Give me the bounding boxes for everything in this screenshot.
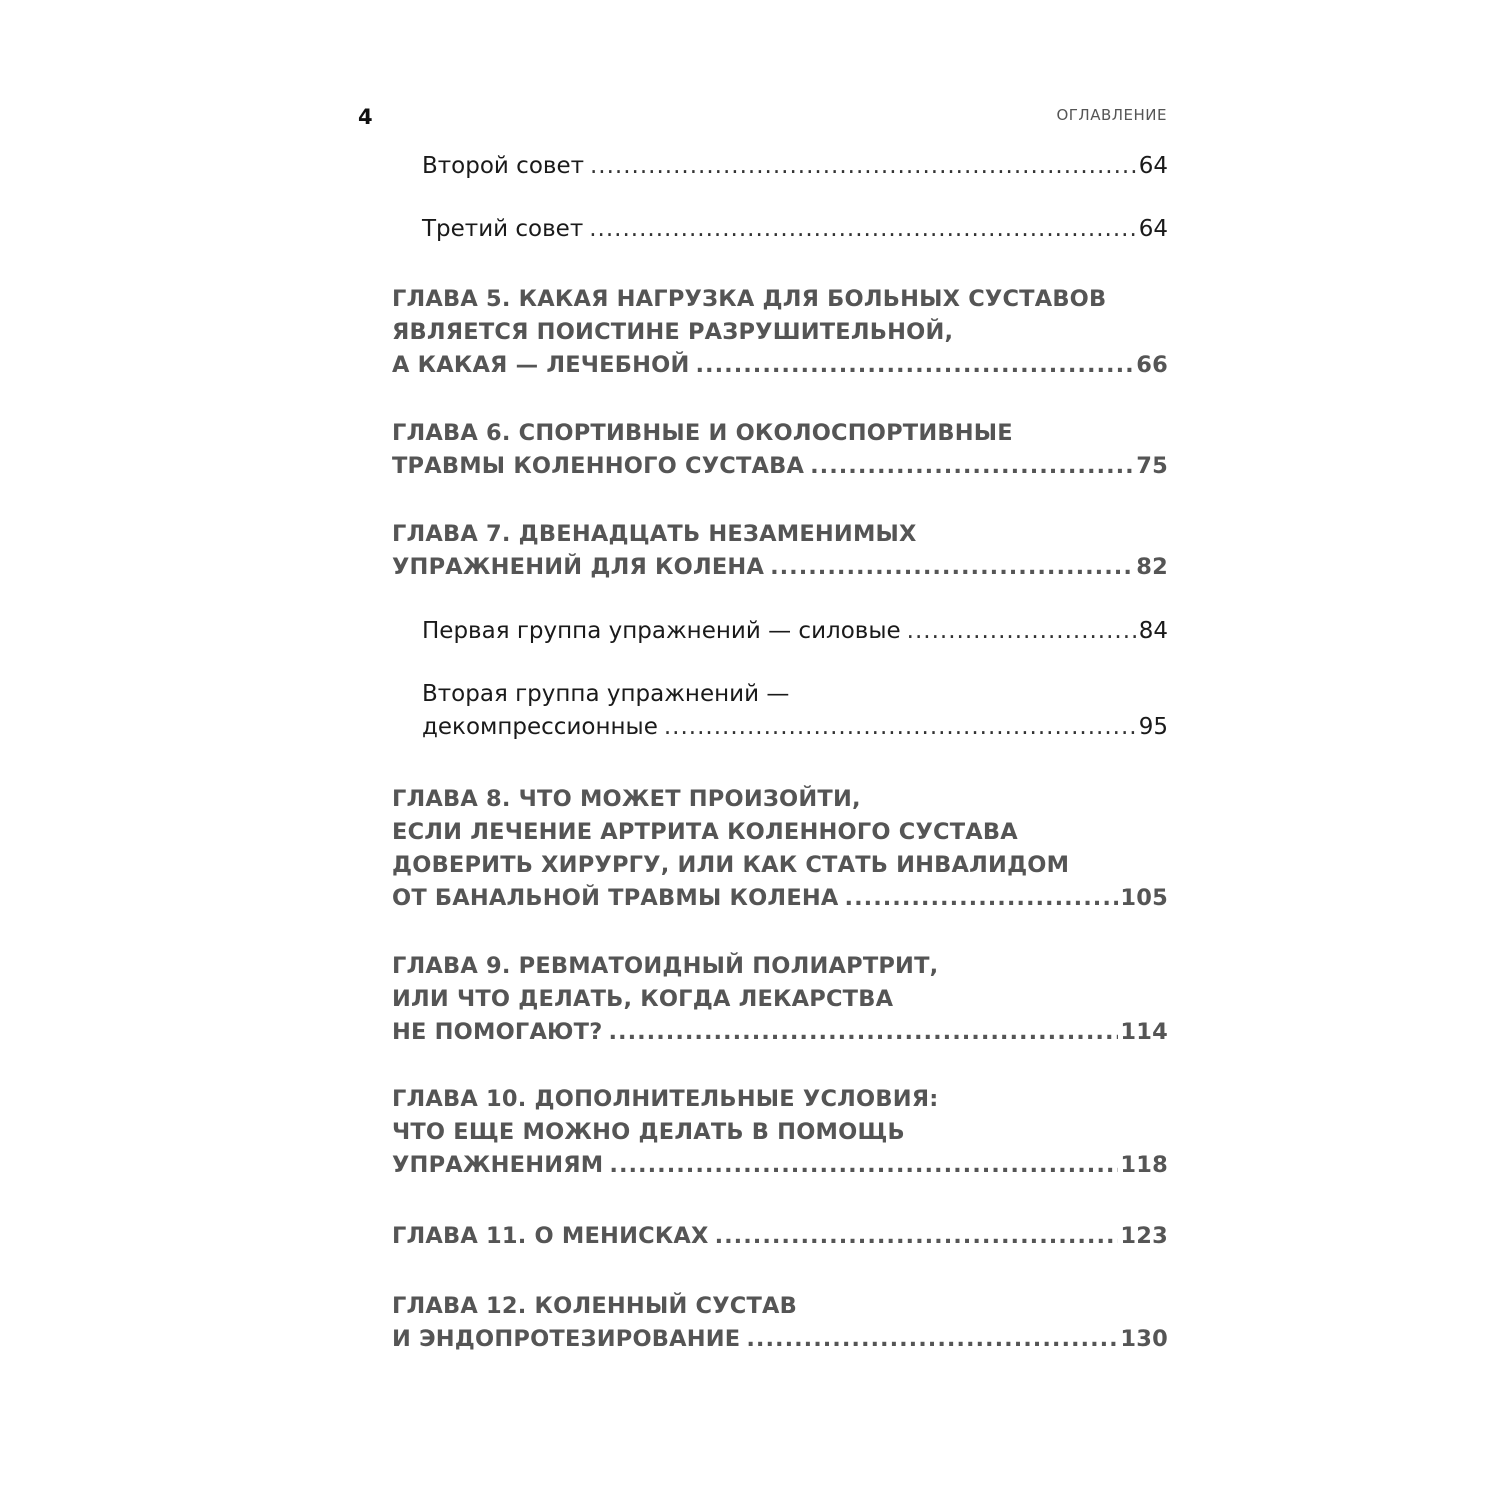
toc-entry-title-line: Первая группа упражнений — силовые — [422, 618, 901, 644]
toc-entry-final-line — [392, 349, 1168, 382]
toc-chapter-entry — [392, 283, 1168, 382]
toc-subsection-entry — [392, 150, 1168, 183]
toc-entry-title-line: ГЛАВА 10. ДОПОЛНИТЕЛЬНЫЕ УСЛОВИЯ: — [392, 1086, 939, 1112]
toc-page-number: 123 — [1120, 1223, 1168, 1249]
toc-chapter-entry — [392, 417, 1168, 483]
toc-entry-title-line: ЧТО ЕЩЕ МОЖНО ДЕЛАТЬ В ПОМОЩЬ — [392, 1119, 905, 1145]
dot-leader — [845, 882, 1119, 915]
toc-entry-final-line — [422, 615, 1168, 648]
toc-entry-title-line: УПРАЖНЕНИЙ ДЛЯ КОЛЕНА — [392, 554, 765, 580]
toc-entry-title-line: Вторая группа упражнений — — [422, 681, 790, 707]
toc-entry-final-line — [422, 150, 1168, 183]
dot-leader — [810, 450, 1134, 483]
toc-page-number: 118 — [1120, 1152, 1168, 1178]
toc-entry-title-line: ЯВЛЯЕТСЯ ПОИСТИНЕ РАЗРУШИТЕЛЬНОЙ, — [392, 319, 954, 345]
toc-entry-final-line — [422, 711, 1168, 744]
running-header-title: ОГЛАВЛЕНИЕ — [1056, 106, 1167, 124]
toc-page-number: 64 — [1138, 153, 1168, 179]
toc-entry-final-line — [422, 213, 1168, 246]
dot-leader — [609, 1149, 1118, 1182]
toc-entry-final-line — [392, 1149, 1168, 1182]
toc-entry-final-line — [392, 1220, 1168, 1253]
dot-leader — [608, 1016, 1118, 1049]
toc-page-number: 84 — [1138, 618, 1168, 644]
dot-leader — [770, 551, 1134, 584]
toc-page-number: 130 — [1120, 1326, 1168, 1352]
toc-entry-title-line: ГЛАВА 5. КАКАЯ НАГРУЗКА ДЛЯ БОЛЬНЫХ СУСТАВОВ — [392, 286, 1107, 312]
toc-entry-title-line: ГЛАВА 7. ДВЕНАДЦАТЬ НЕЗАМЕНИМЫХ — [392, 521, 917, 547]
toc-entry-title-line: Третий совет — [422, 216, 584, 242]
toc-entry-title-line: А КАКАЯ — ЛЕЧЕБНОЙ — [392, 352, 690, 378]
toc-page-number: 105 — [1120, 885, 1168, 911]
toc-subsection-entry — [392, 615, 1168, 648]
toc-entry-title-line: ГЛАВА 8. ЧТО МОЖЕТ ПРОИЗОЙТИ, — [392, 786, 861, 812]
toc-entry-title-line: декомпрессионные — [422, 714, 658, 740]
toc-entry-title-line: ОТ БАНАЛЬНОЙ ТРАВМЫ КОЛЕНА — [392, 885, 839, 911]
dot-leader — [664, 711, 1137, 744]
toc-chapter-entry — [392, 518, 1168, 584]
toc-page-number: 114 — [1120, 1019, 1168, 1045]
toc-chapter-entry — [392, 1220, 1168, 1253]
toc-entry-title-line: И ЭНДОПРОТЕЗИРОВАНИЕ — [392, 1326, 741, 1352]
toc-entry-title-line: ГЛАВА 11. О МЕНИСКАХ — [392, 1223, 709, 1249]
dot-leader — [696, 349, 1135, 382]
toc-subsection-entry — [392, 213, 1168, 246]
toc-page-number: 75 — [1136, 453, 1168, 479]
toc-entry-title-line: Второй совет — [422, 153, 584, 179]
toc-entry-title-line: ТРАВМЫ КОЛЕННОГО СУСТАВА — [392, 453, 805, 479]
toc-chapter-entry — [392, 783, 1168, 915]
toc-entry-final-line — [392, 551, 1168, 584]
dot-leader — [590, 150, 1137, 183]
toc-page-number: 95 — [1138, 714, 1168, 740]
dot-leader — [746, 1323, 1118, 1356]
toc-entry-title-line: ИЛИ ЧТО ДЕЛАТЬ, КОГДА ЛЕКАРСТВА — [392, 986, 894, 1012]
toc-entry-final-line — [392, 882, 1168, 915]
page-number: 4 — [358, 105, 373, 129]
toc-page-number: 82 — [1136, 554, 1168, 580]
toc-page-number: 64 — [1138, 216, 1168, 242]
toc-entry-title-line: НЕ ПОМОГАЮТ? — [392, 1019, 603, 1045]
toc-chapter-entry — [392, 1083, 1168, 1182]
toc-page-number: 66 — [1136, 352, 1168, 378]
toc-chapter-entry — [392, 1290, 1168, 1356]
dot-leader — [715, 1220, 1119, 1253]
toc-entry-final-line — [392, 1323, 1168, 1356]
toc-entry-title-line: ГЛАВА 9. РЕВМАТОИДНЫЙ ПОЛИАРТРИТ, — [392, 953, 939, 979]
dot-leader — [907, 615, 1137, 648]
toc-subsection-entry — [392, 678, 1168, 744]
toc-entry-final-line — [392, 450, 1168, 483]
toc-entry-title-line: ГЛАВА 12. КОЛЕННЫЙ СУСТАВ — [392, 1293, 798, 1319]
toc-entry-final-line — [392, 1016, 1168, 1049]
toc-entry-title-line: ГЛАВА 6. СПОРТИВНЫЕ И ОКОЛОСПОРТИВНЫЕ — [392, 420, 1013, 446]
toc-entry-title-line: ЕСЛИ ЛЕЧЕНИЕ АРТРИТА КОЛЕННОГО СУСТАВА — [392, 819, 1018, 845]
toc-chapter-entry — [392, 950, 1168, 1049]
dot-leader — [589, 213, 1136, 246]
toc-entry-title-line: ДОВЕРИТЬ ХИРУРГУ, ИЛИ КАК СТАТЬ ИНВАЛИДОМ — [392, 852, 1070, 878]
toc-entry-title-line: УПРАЖНЕНИЯМ — [392, 1152, 604, 1178]
